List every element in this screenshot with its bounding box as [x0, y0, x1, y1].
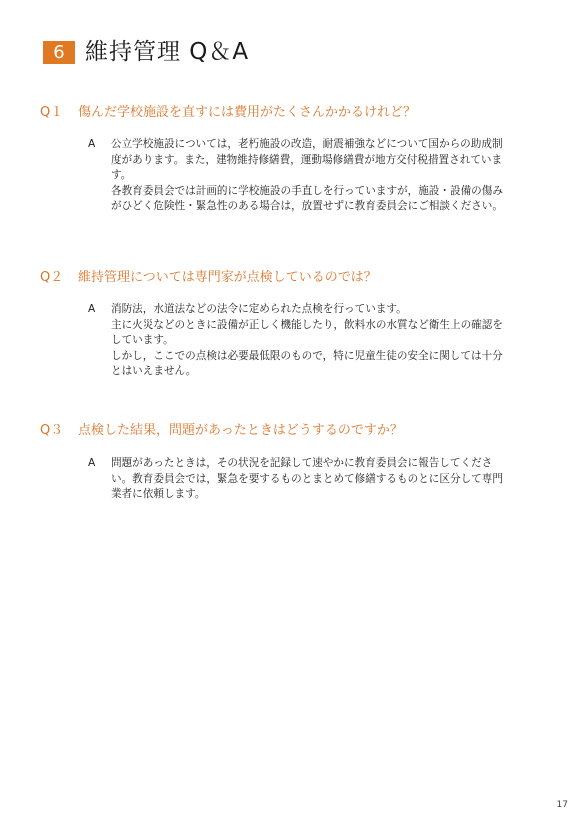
question-text: 傷んだ学校施設を直すには費用がたくさんかかるけれど？ [78, 105, 417, 120]
answer-paragraph: 問題があったときは，その状況を記録して速やかに教育委員会に報告してください。教育委員会では，緊急を要するものとまとめて修繕するものとに区分して専門業者に依頼します。 [111, 457, 503, 501]
question-3 [40, 422, 403, 440]
answer-paragraph: 各教育委員会では計画的に学校施設の手直しを行っていますが，施設・設備の傷みがひどく危険性・緊急性のある場合は，放置せずに教育委員会にご相談ください。 [111, 184, 503, 213]
page-title: 維持管理 Q＆A [85, 39, 250, 65]
page-number: 17 [556, 800, 568, 810]
answer-body [111, 456, 508, 503]
question-text: 点検した結果，問題があったときはどうするのですか？ [78, 423, 403, 438]
question-label: Q２ [40, 270, 64, 285]
question-label: Q１ [40, 105, 64, 120]
question-1 [40, 104, 416, 122]
answer-paragraph: 消防法，水道法などの法令に定められた点検を行っています。 [111, 303, 407, 315]
answer-3 [88, 456, 508, 503]
chapter-number-badge: 6 [43, 41, 75, 64]
answer-paragraph: しかし，ここでの点検は必要最低限のもので，特に児童生徒の安全に関しては十分とはいえません。 [111, 349, 503, 378]
chapter-header [43, 37, 249, 67]
answer-label: A [88, 457, 96, 469]
answer-1 [88, 137, 508, 215]
question-2 [40, 269, 377, 287]
question-text: 維持管理については専門家が点検しているのでは？ [78, 270, 377, 285]
answer-body [111, 137, 508, 215]
answer-2 [88, 302, 508, 380]
answer-body [111, 302, 508, 380]
answer-paragraph: 公立学校施設については，老朽施設の改造，耐震補強などについて国からの助成制度があります。また，建物維持修繕費，運動場修繕費が地方交付税措置されています。 [111, 138, 503, 182]
answer-label: A [88, 138, 96, 150]
question-label: Q３ [40, 423, 64, 438]
answer-label: A [88, 303, 96, 315]
answer-paragraph: 主に火災などのときに設備が正しく機能したり，飲料水の水質など衛生上の確認をしています。 [111, 318, 503, 347]
